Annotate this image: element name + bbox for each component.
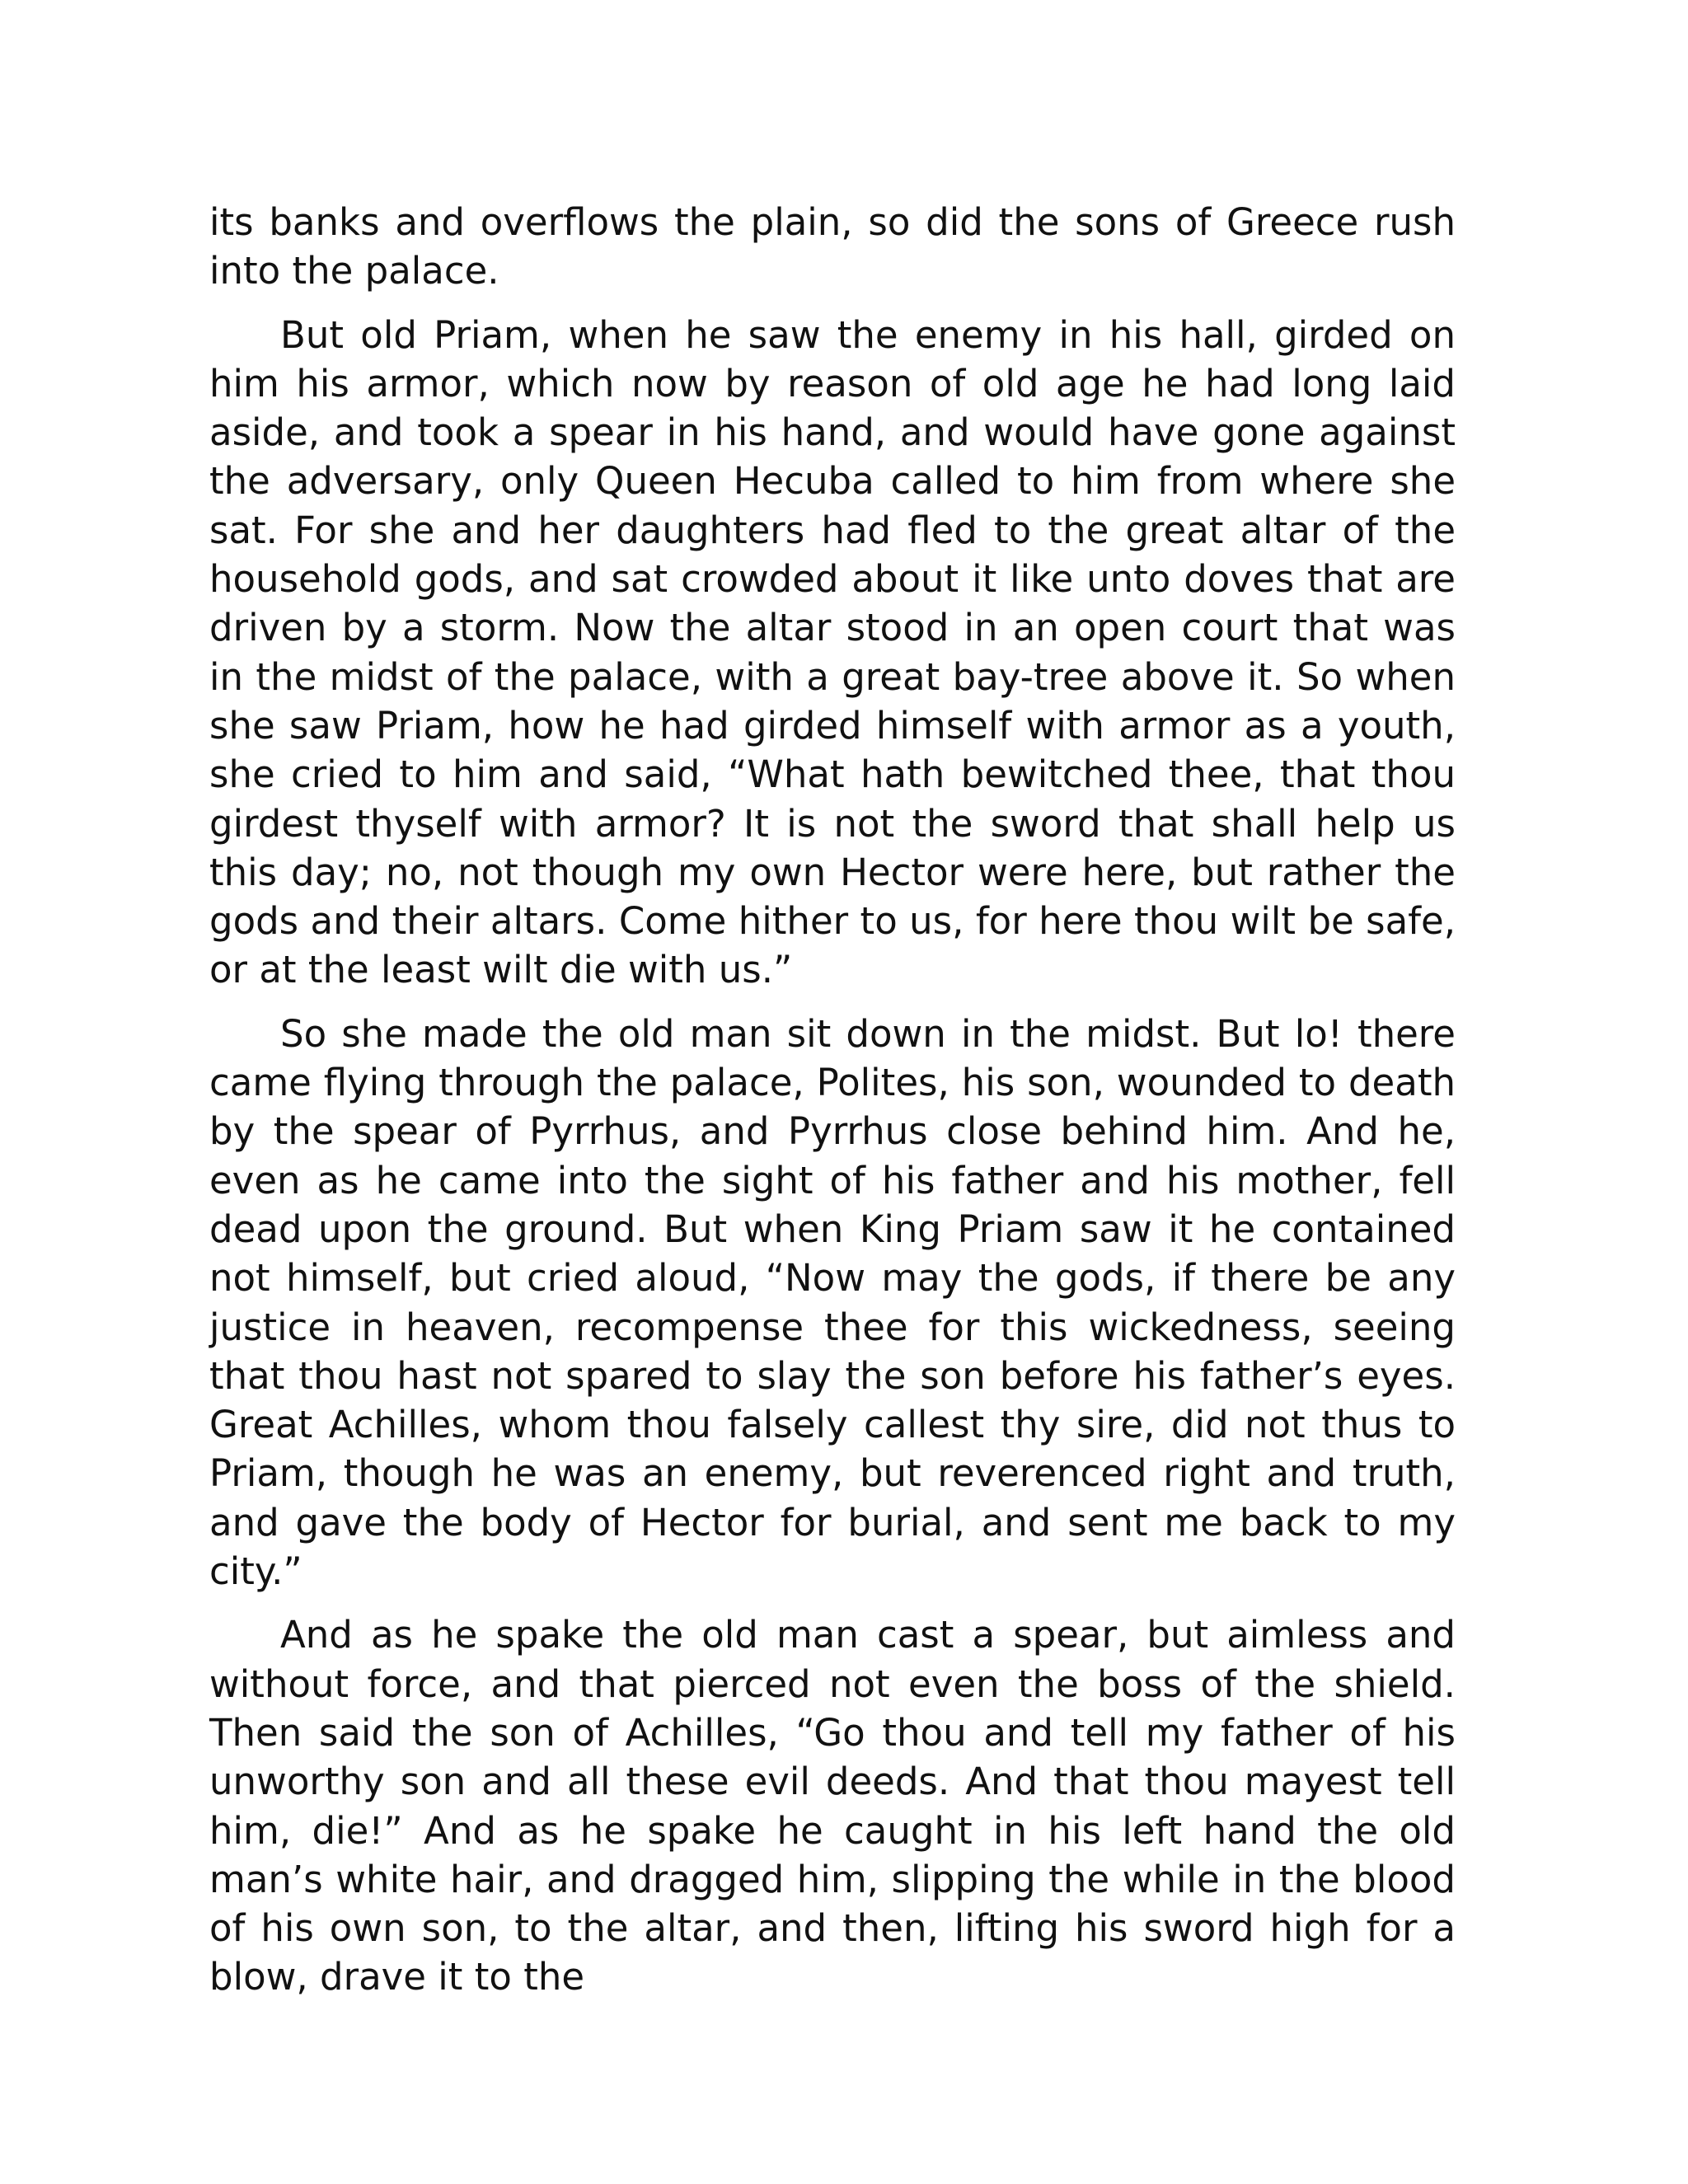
page-text (209, 198, 1456, 2017)
paragraph-2: But old Priam, when he saw the enemy in his hall, girded on him his armor, which now by reason of old age he had long laid aside, and took a spear in his hand, and would have gone against the adversary, only Queen Hecuba called to him from where she sat. For she and her daughters had fled to the great altar of the household gods, and sat crowded about it like unto doves that are driven by a storm. Now the altar stood in an open court that was in the midst of the palace, with a great bay-tree above it. So when she saw Priam, how he had girded himself with armor as a youth, she cried to him and said, “What hath bewitched thee, that thou girdest thyself with armor? It is not the sword that shall help us this day; no, not though my own Hector were here, but rather the gods and their altars. Come hither to us, for here thou wilt be safe, or at the least wilt die with us.” (209, 312, 1456, 992)
paragraph-3: So she made the old man sit down in the midst. But lo! there came flying through the palace, Polites, his son, wounded to death by the spear of Pyrrhus, and Pyrrhus close behind him. And he, even as he came into the sight of his father and his mother, fell dead upon the ground. But when King Priam saw it he contained not himself, but cried aloud, “Now may the gods, if there be any justice in heaven, recompense thee for this wickedness, seeing that thou hast not spared to slay the son before his father’s eyes. Great Achilles, whom thou falsely callest thy sire, did not thus to Priam, though he was an enemy, but reverenced right and truth, and gave the body of Hector for burial, and sent me back to my city.” (209, 1011, 1456, 1594)
paragraph-4: And as he spake the old man cast a spear, but aimless and without force, and that pierced not even the boss of the shield. Then said the son of Achilles, “Go thou and tell my father of his unworthy son and all these evil deeds. And that thou mayest tell him, die!” And as he spake he caught in his left hand the old man’s white hair, and dragged him, slipping the while in the blood of his own son, to the altar, and then, lifting his sword high for a blow, drave it to the (209, 1613, 1456, 1999)
paragraph-1: its banks and overflows the plain, so did the sons of Greece rush into the palace. (209, 200, 1456, 293)
